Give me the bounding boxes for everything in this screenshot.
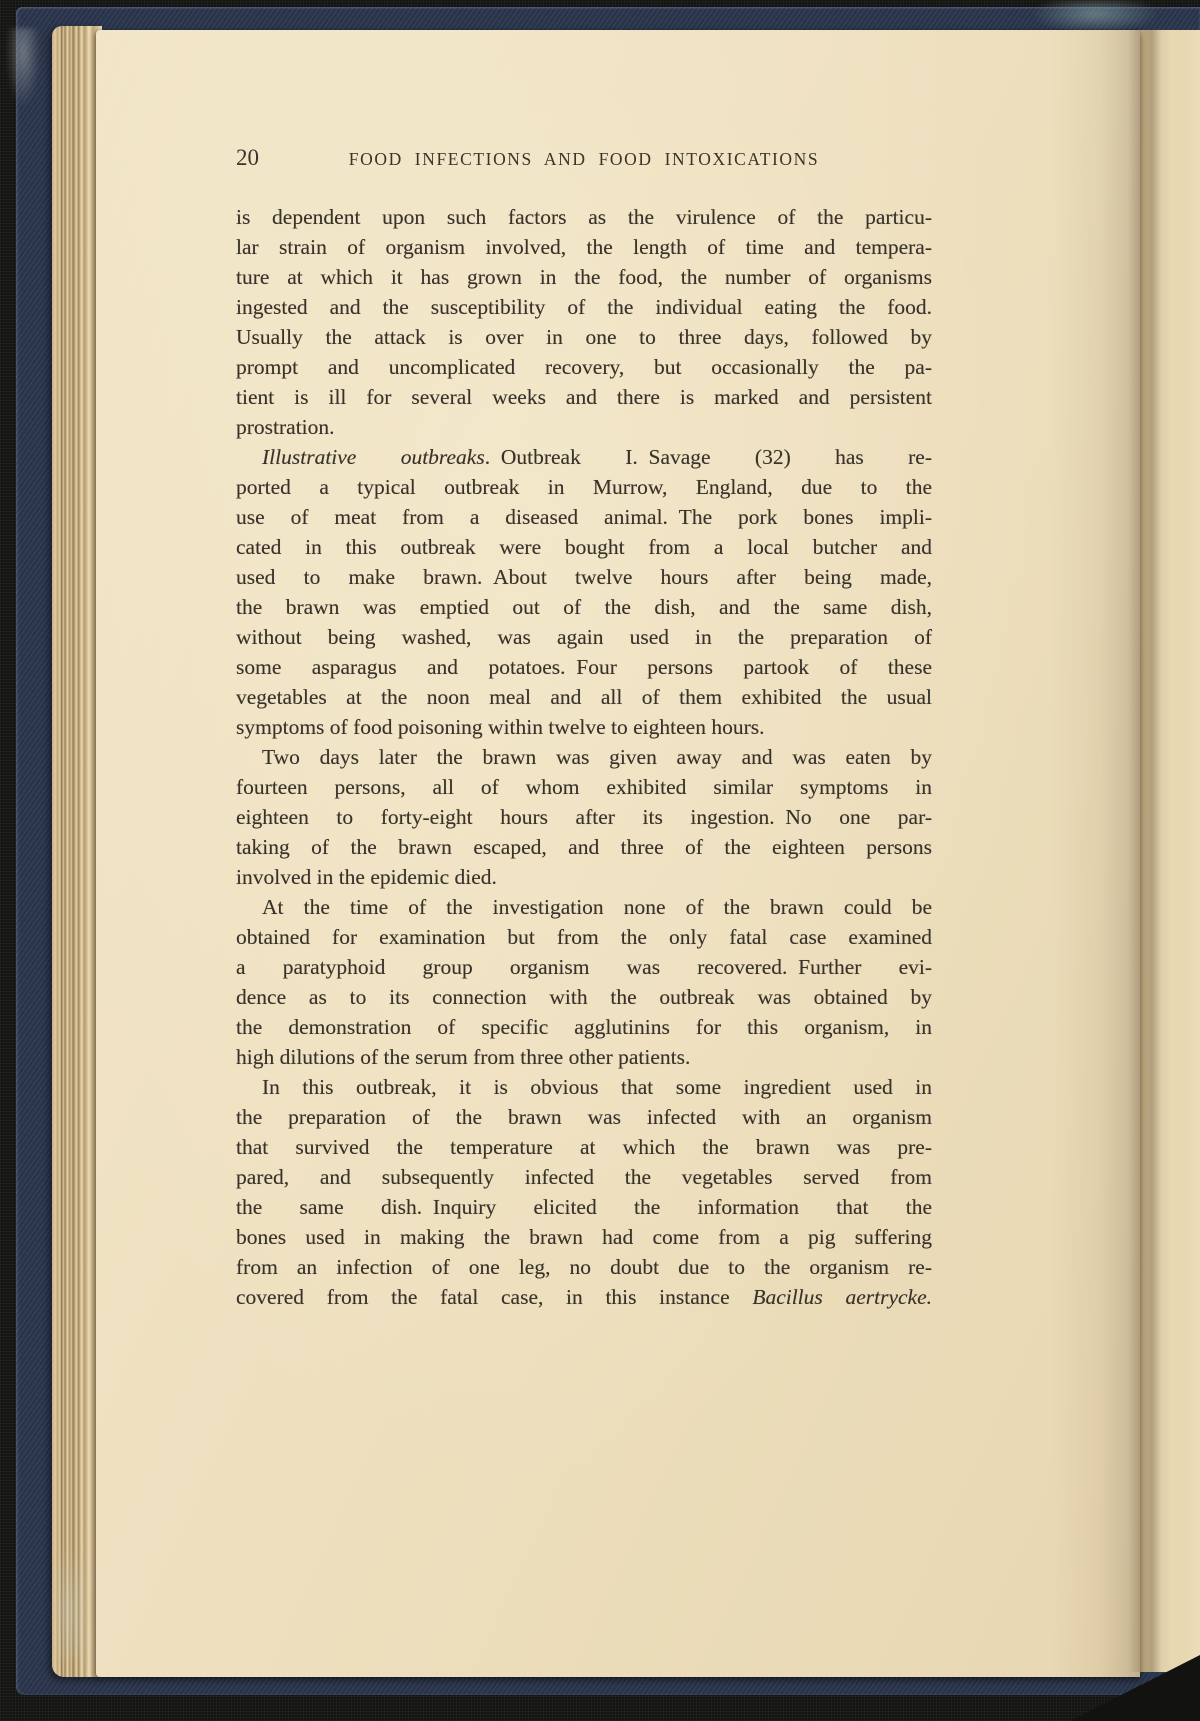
text-line: is dependent upon such factors as the virulence of the particu- — [236, 205, 932, 229]
italic-text: Illustrative outbreaks — [262, 445, 485, 469]
text-line: high dilutions of the serum from three other patients. — [236, 1045, 691, 1069]
text-line: obtained for examination but from the only fatal case examined — [236, 925, 932, 949]
text-line: bones used in making the brawn had come from a pig suffering — [236, 1225, 932, 1249]
text-line: ture at which it has grown in the food, the number of organisms — [236, 265, 932, 289]
text-line: without being washed, was again used in the preparation of — [236, 625, 932, 649]
text-line: symptoms of food poisoning within twelve to eighteen hours. — [236, 715, 765, 739]
text-line: involved in the epidemic died. — [236, 865, 497, 889]
italic-text: Bacillus aertrycke. — [752, 1285, 932, 1309]
running-title: FOOD INFECTIONS AND FOOD INTOXICATIONS — [348, 149, 820, 169]
text-line: lar strain of organism involved, the length of time and tempera- — [236, 235, 932, 259]
text-line: Usually the attack is over in one to three days, followed by — [236, 325, 932, 349]
text-line: the preparation of the brawn was infected with an organism — [236, 1105, 932, 1129]
text-segment: covered from the fatal case, in this instance — [236, 1285, 753, 1309]
text-line: the demonstration of specific agglutinins for this organism, in — [236, 1015, 932, 1039]
page-header — [236, 144, 932, 172]
text-line: ported a typical outbreak in Murrow, England, due to the — [236, 475, 932, 499]
text-line: taking of the brawn escaped, and three of the eighteen persons — [236, 835, 932, 859]
page-number: 20 — [236, 145, 259, 170]
page-body — [236, 202, 932, 1312]
text-line: prostration. — [236, 415, 335, 439]
text-line: In this outbreak, it is obvious that some ingredient used in — [262, 1075, 932, 1099]
text-line: vegetables at the noon meal and all of them exhibited the usual — [236, 685, 932, 709]
text-line: tient is ill for several weeks and there is marked and persistent — [236, 385, 932, 409]
book-page — [96, 30, 1140, 1677]
text-line: pared, and subsequently infected the vegetables served from — [236, 1165, 932, 1189]
text-line: cated in this outbreak were bought from a local butcher and — [236, 535, 932, 559]
text-line: used to make brawn. About twelve hours after being made, — [236, 565, 932, 589]
text-line: that survived the temperature at which the brawn was pre- — [236, 1135, 932, 1159]
text-line: the brawn was emptied out of the dish, and the same dish, — [236, 595, 932, 619]
text-segment: . Outbreak I. Savage (32) has re- — [484, 445, 933, 469]
text-line: eighteen to forty-eight hours after its ingestion. No one par- — [236, 805, 932, 829]
text-line: from an infection of one leg, no doubt due to the organism re- — [236, 1255, 932, 1279]
text-line: a paratyphoid group organism was recovered. Further evi- — [236, 955, 932, 979]
text-line: ingested and the susceptibility of the individual eating the food. — [236, 295, 932, 319]
text-line: dence as to its connection with the outbreak was obtained by — [236, 985, 932, 1009]
text-line: fourteen persons, all of whom exhibited similar symptoms in — [236, 775, 932, 799]
text-line — [236, 442, 932, 472]
text-line: At the time of the investigation none of the brawn could be — [262, 895, 932, 919]
text-line: the same dish. Inquiry elicited the information that the — [236, 1195, 932, 1219]
facing-page-edge — [1140, 30, 1200, 1672]
text-line: use of meat from a diseased animal. The pork bones impli- — [236, 505, 932, 529]
text-line: Two days later the brawn was given away and was eaten by — [262, 745, 932, 769]
text-line — [236, 1282, 932, 1312]
text-line: some asparagus and potatoes. Four persons partook of these — [236, 655, 932, 679]
text-line: prompt and uncomplicated recovery, but occasionally the pa- — [236, 355, 932, 379]
page-edges-stack — [52, 26, 102, 1677]
